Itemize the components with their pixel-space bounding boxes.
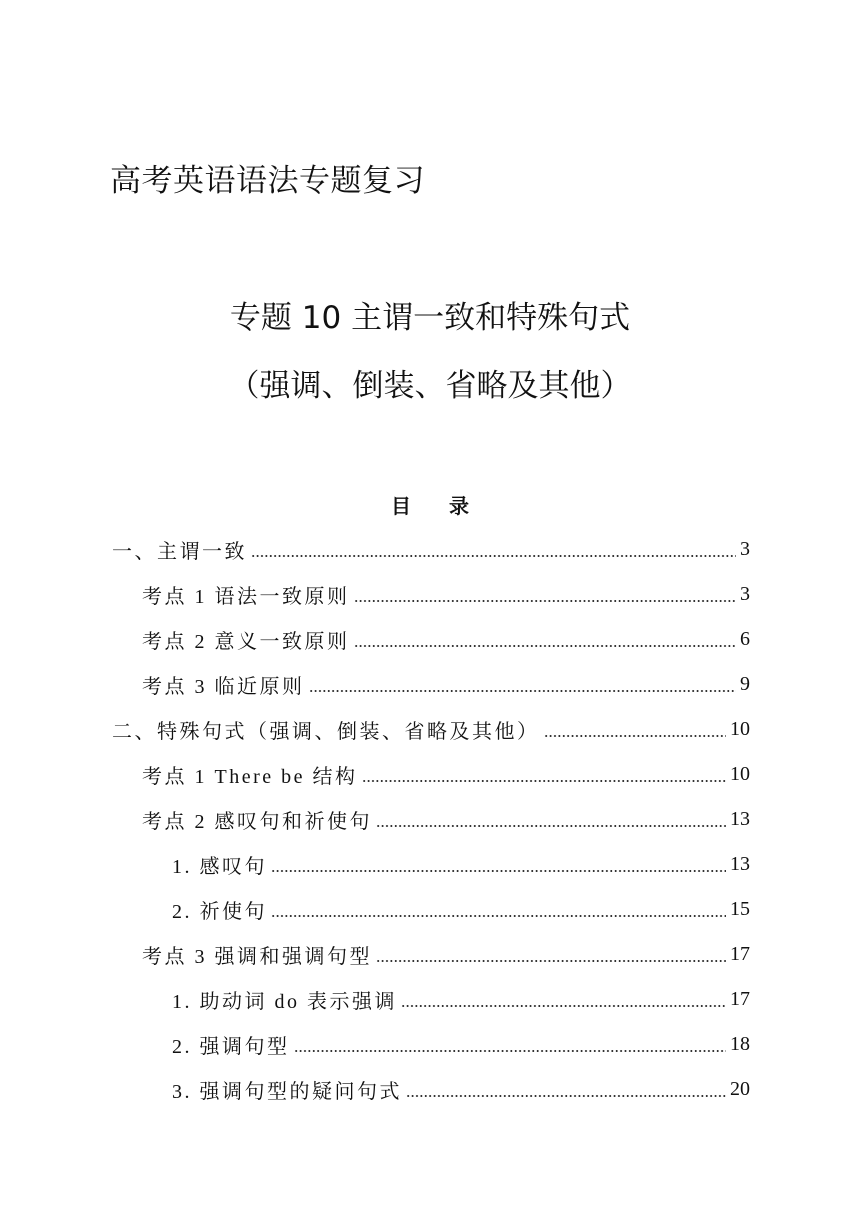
toc-page-number: 3 [740, 538, 750, 560]
toc-entry-text: 1. 感叹句 [172, 856, 267, 878]
toc-page-number: 13 [730, 808, 750, 830]
dot-leader [294, 1050, 727, 1052]
toc-entry-text: 考点 1 语法一致原则 [142, 586, 350, 608]
toc-page-number: 6 [740, 628, 750, 650]
toc-entry-text: 考点 3 强调和强调句型 [142, 946, 372, 968]
toc-entry-imperative[interactable] [172, 887, 750, 932]
toc-entry-text: 二、特殊句式（强调、倒装、省略及其他） [112, 721, 540, 743]
toc-entry-text: 2. 强调句型 [172, 1036, 290, 1058]
toc-entry-emphatic-question[interactable] [172, 1067, 750, 1112]
toc-entry-subject-verb-agreement[interactable] [112, 527, 750, 572]
toc-entry-text: 3. 强调句型的疑问句式 [172, 1081, 402, 1103]
toc-entry-text: 考点 3 临近原则 [142, 676, 305, 698]
toc-entry-text: 1. 助动词 do 表示强调 [172, 991, 397, 1013]
dot-leader [406, 1095, 726, 1097]
toc-entry-notional-agreement[interactable] [142, 617, 750, 662]
toc-entry-emphasis[interactable] [142, 932, 750, 977]
toc-heading: 目录 [391, 494, 507, 518]
toc-page-number: 9 [740, 673, 750, 695]
toc-entry-text: 考点 1 There be 结构 [142, 766, 358, 788]
toc-page-number: 10 [730, 718, 750, 740]
toc-entry-text: 2. 祈使句 [172, 901, 267, 923]
toc-page-number: 3 [740, 583, 750, 605]
dot-leader [354, 600, 737, 602]
toc-page-number: 17 [730, 988, 750, 1010]
toc-entry-text: 考点 2 感叹句和祈使句 [142, 811, 372, 833]
topic-title: 专题 10 主谓一致和特殊句式 [229, 300, 631, 336]
dot-leader [271, 870, 726, 872]
toc-page-number: 18 [730, 1033, 750, 1055]
toc-page-number: 20 [730, 1078, 750, 1100]
toc-page-number: 13 [730, 853, 750, 875]
dot-leader [271, 915, 726, 917]
toc-page-number: 17 [730, 943, 750, 965]
dot-leader [354, 645, 737, 647]
dot-leader [544, 735, 727, 737]
dot-leader [309, 690, 737, 692]
topic-subtitle: （强调、倒装、省略及其他） [228, 368, 632, 404]
dot-leader [376, 960, 726, 962]
dot-leader [251, 555, 736, 557]
toc-entry-there-be[interactable] [142, 752, 750, 797]
toc-entry-exclamatory[interactable] [172, 842, 750, 887]
toc-entry-text: 考点 2 意义一致原则 [142, 631, 350, 653]
dot-leader [362, 780, 726, 782]
toc-entry-text: 一、主谓一致 [112, 541, 247, 563]
dot-leader [401, 1005, 726, 1007]
document-title: 高考英语语法专题复习 [110, 163, 425, 199]
dot-leader [376, 825, 726, 827]
toc-entry-special-sentences[interactable] [112, 707, 750, 752]
toc-entry-exclamatory-imperative[interactable] [142, 797, 750, 842]
toc-page-number: 15 [730, 898, 750, 920]
toc-page-number: 10 [730, 763, 750, 785]
toc-entry-emphatic-pattern[interactable] [172, 1022, 750, 1067]
toc-entry-proximity-principle[interactable] [142, 662, 750, 707]
toc-entry-grammatical-agreement[interactable] [142, 572, 750, 617]
toc-entry-auxiliary-do[interactable] [172, 977, 750, 1022]
table-of-contents [0, 527, 860, 1112]
